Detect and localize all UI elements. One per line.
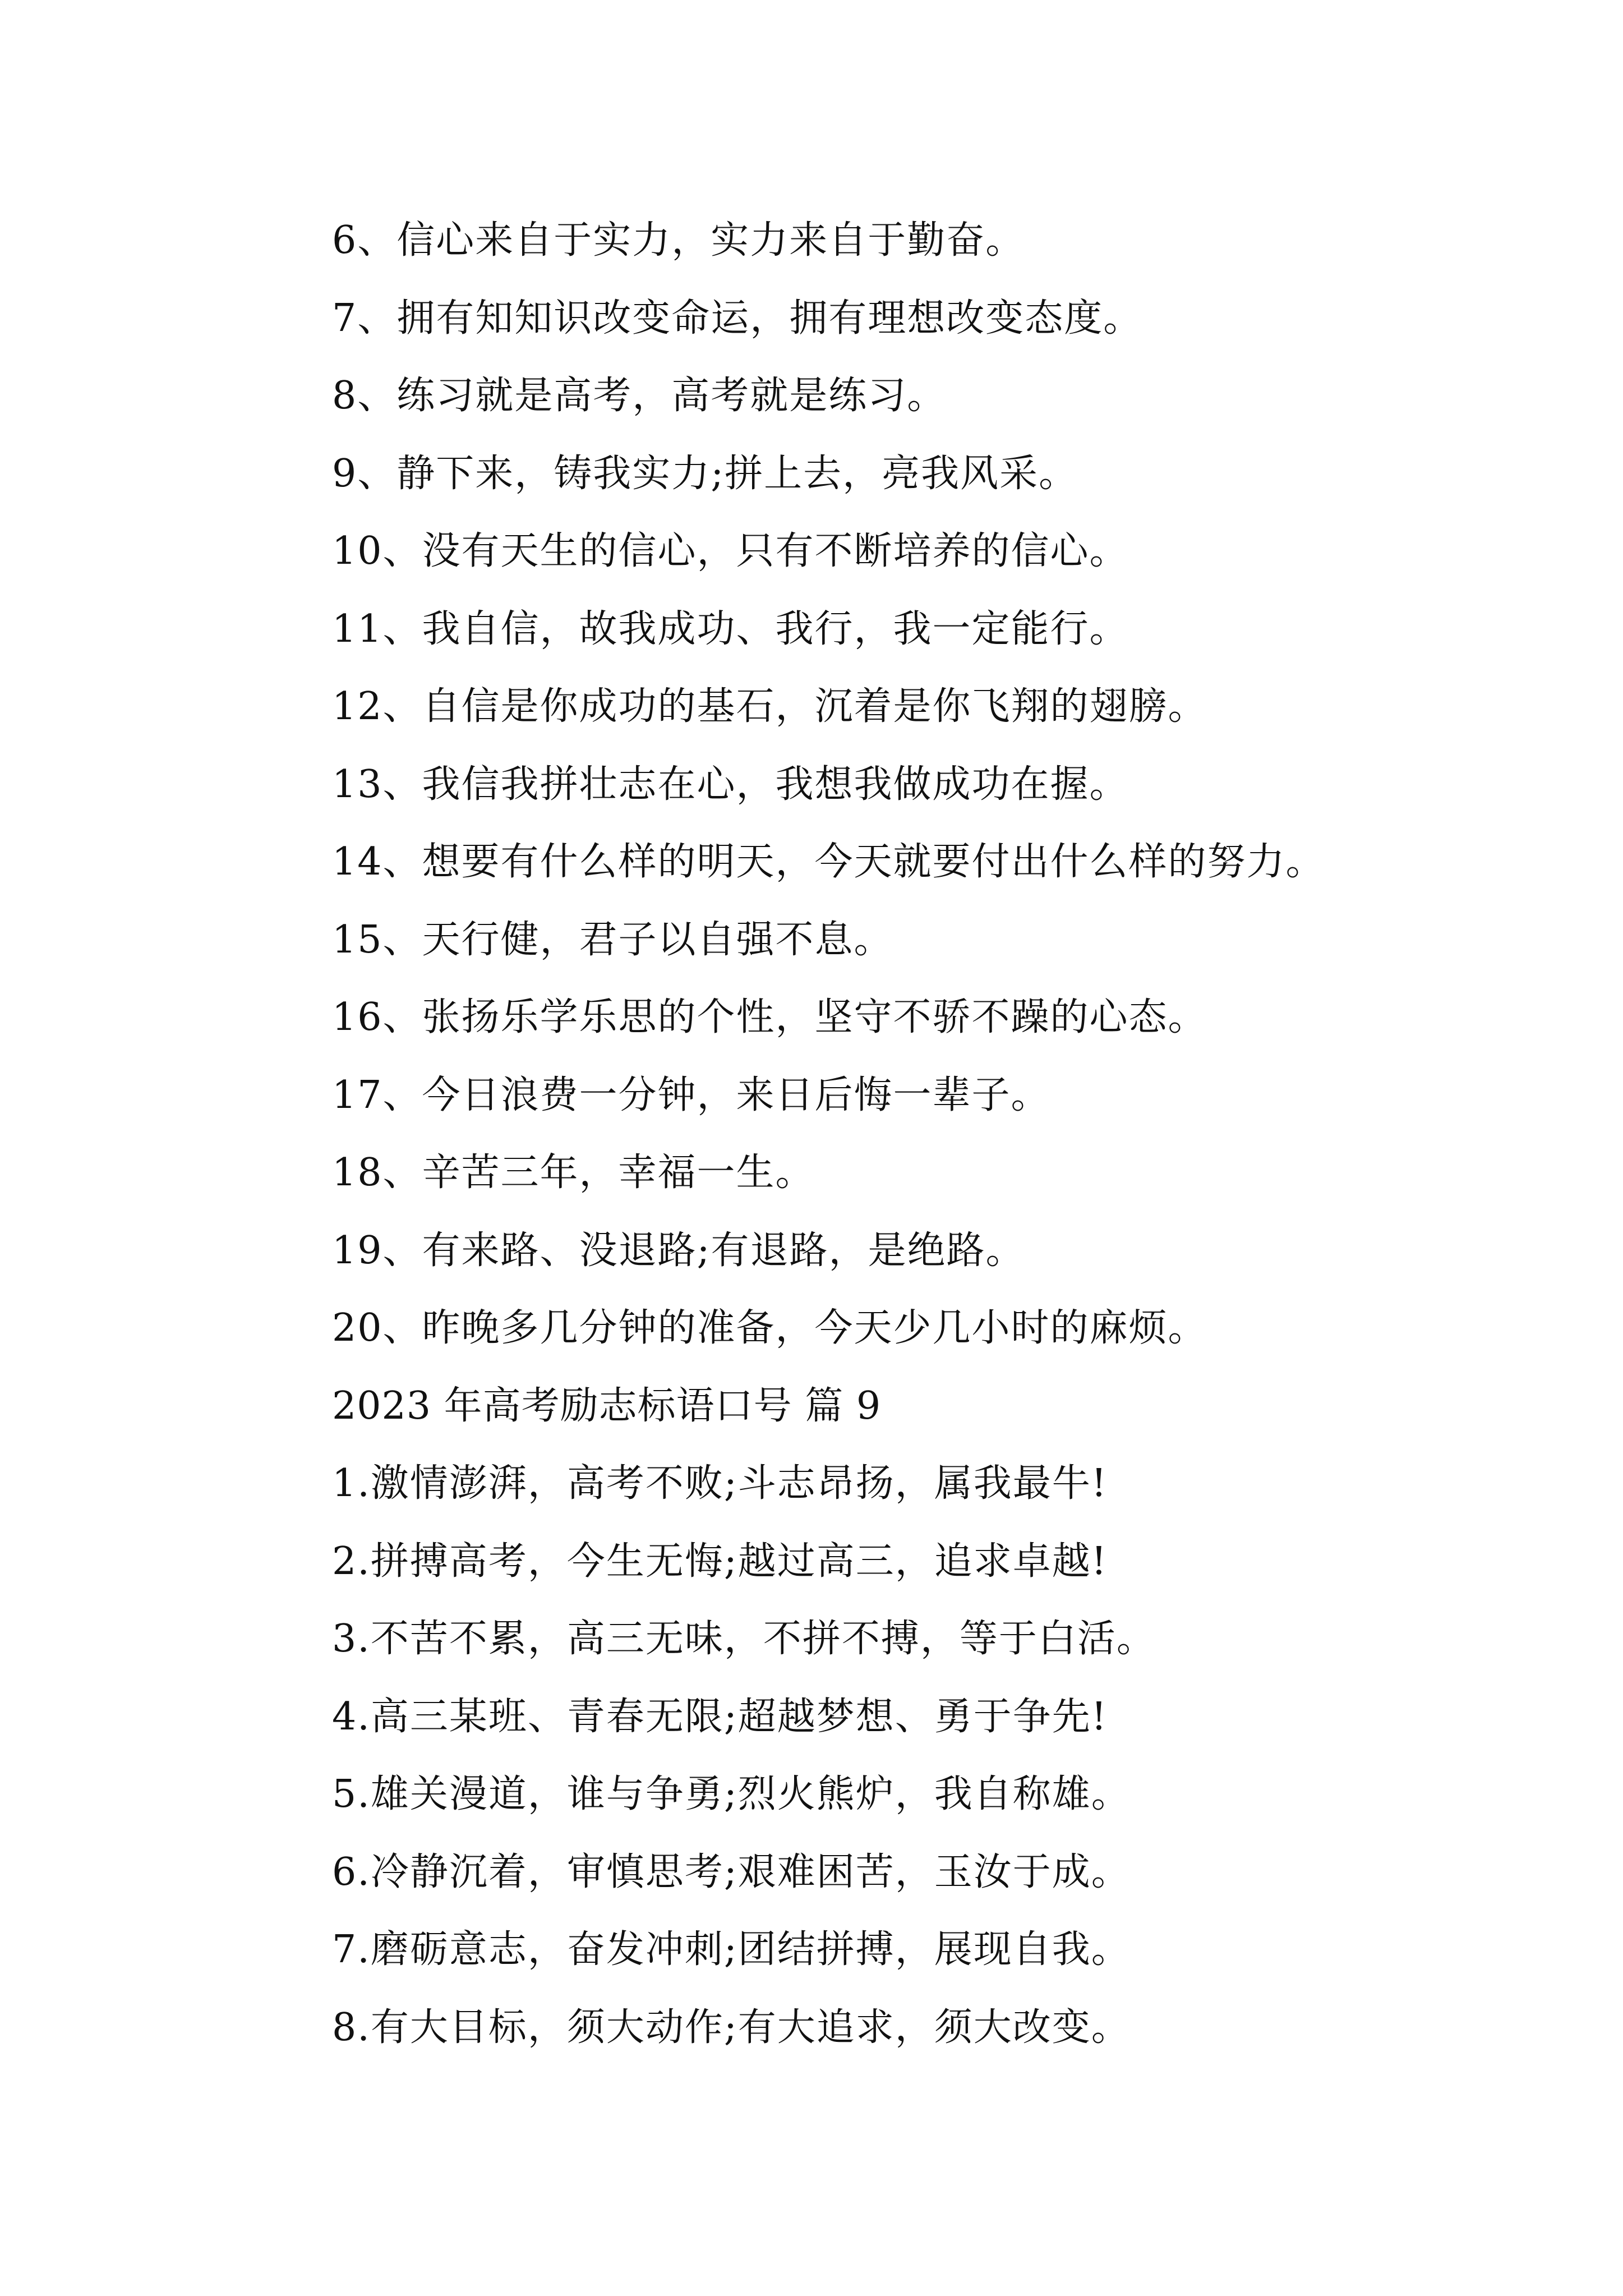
slogan-line: 19、有来路、没退路;有退路，是绝路。	[332, 1228, 1025, 1273]
slogan-line: 12、自信是你成功的基石，沉着是你飞翔的翅膀。	[332, 684, 1207, 729]
document-body	[332, 202, 1454, 2067]
section-heading: 2023 年高考励志标语口号 篇 9	[332, 1383, 882, 1428]
slogan-line: 15、天行健，君子以自强不息。	[332, 917, 893, 962]
slogan-line: 7.磨砺意志，奋发冲刺;团结拼搏，展现自我。	[332, 1927, 1131, 1972]
slogan-line: 17、今日浪费一分钟，来日后悔一辈子。	[332, 1073, 1050, 1117]
slogan-line: 8、练习就是高考，高考就是练习。	[332, 374, 947, 418]
slogan-line: 11、我自信，故我成功、我行，我一定能行。	[332, 606, 1129, 651]
slogan-line: 20、昨晚多几分钟的准备，今天少几小时的麻烦。	[332, 1306, 1207, 1350]
slogan-line: 1.激情澎湃，高考不败;斗志昂扬，属我最牛!	[332, 1461, 1108, 1506]
slogan-line: 7、拥有知知识改变命运，拥有理想改变态度。	[332, 296, 1143, 341]
slogan-line: 18、辛苦三年，幸福一生。	[332, 1151, 815, 1195]
slogan-line: 2.拼搏高考，今生无悔;越过高三，追求卓越!	[332, 1539, 1108, 1584]
slogan-line: 6.冷静沉着，审慎思考;艰难困苦，玉汝于成。	[332, 1849, 1131, 1894]
slogan-line: 3.不苦不累，高三无味，不拼不搏，等于白活。	[332, 1617, 1156, 1661]
slogan-line: 6、信心来自于实力，实力来自于勤奋。	[332, 218, 1025, 263]
slogan-line: 14、想要有什么样的明天，今天就要付出什么样的努力。	[332, 840, 1325, 884]
slogan-line: 16、张扬乐学乐思的个性，坚守不骄不躁的心态。	[332, 995, 1207, 1039]
slogan-line: 10、没有天生的信心，只有不断培养的信心。	[332, 529, 1129, 573]
slogan-line: 13、我信我拼壮志在心，我想我做成功在握。	[332, 762, 1129, 807]
slogan-line: 5.雄关漫道，谁与争勇;烈火熊炉，我自称雄。	[332, 1772, 1131, 1816]
slogan-line: 4.高三某班、青春无限;超越梦想、勇于争先!	[332, 1694, 1108, 1739]
slogan-line: 8.有大目标，须大动作;有大追求，须大改变。	[332, 2005, 1131, 2050]
slogan-line: 9、静下来，铸我实力;拼上去，亮我风采。	[332, 451, 1078, 496]
